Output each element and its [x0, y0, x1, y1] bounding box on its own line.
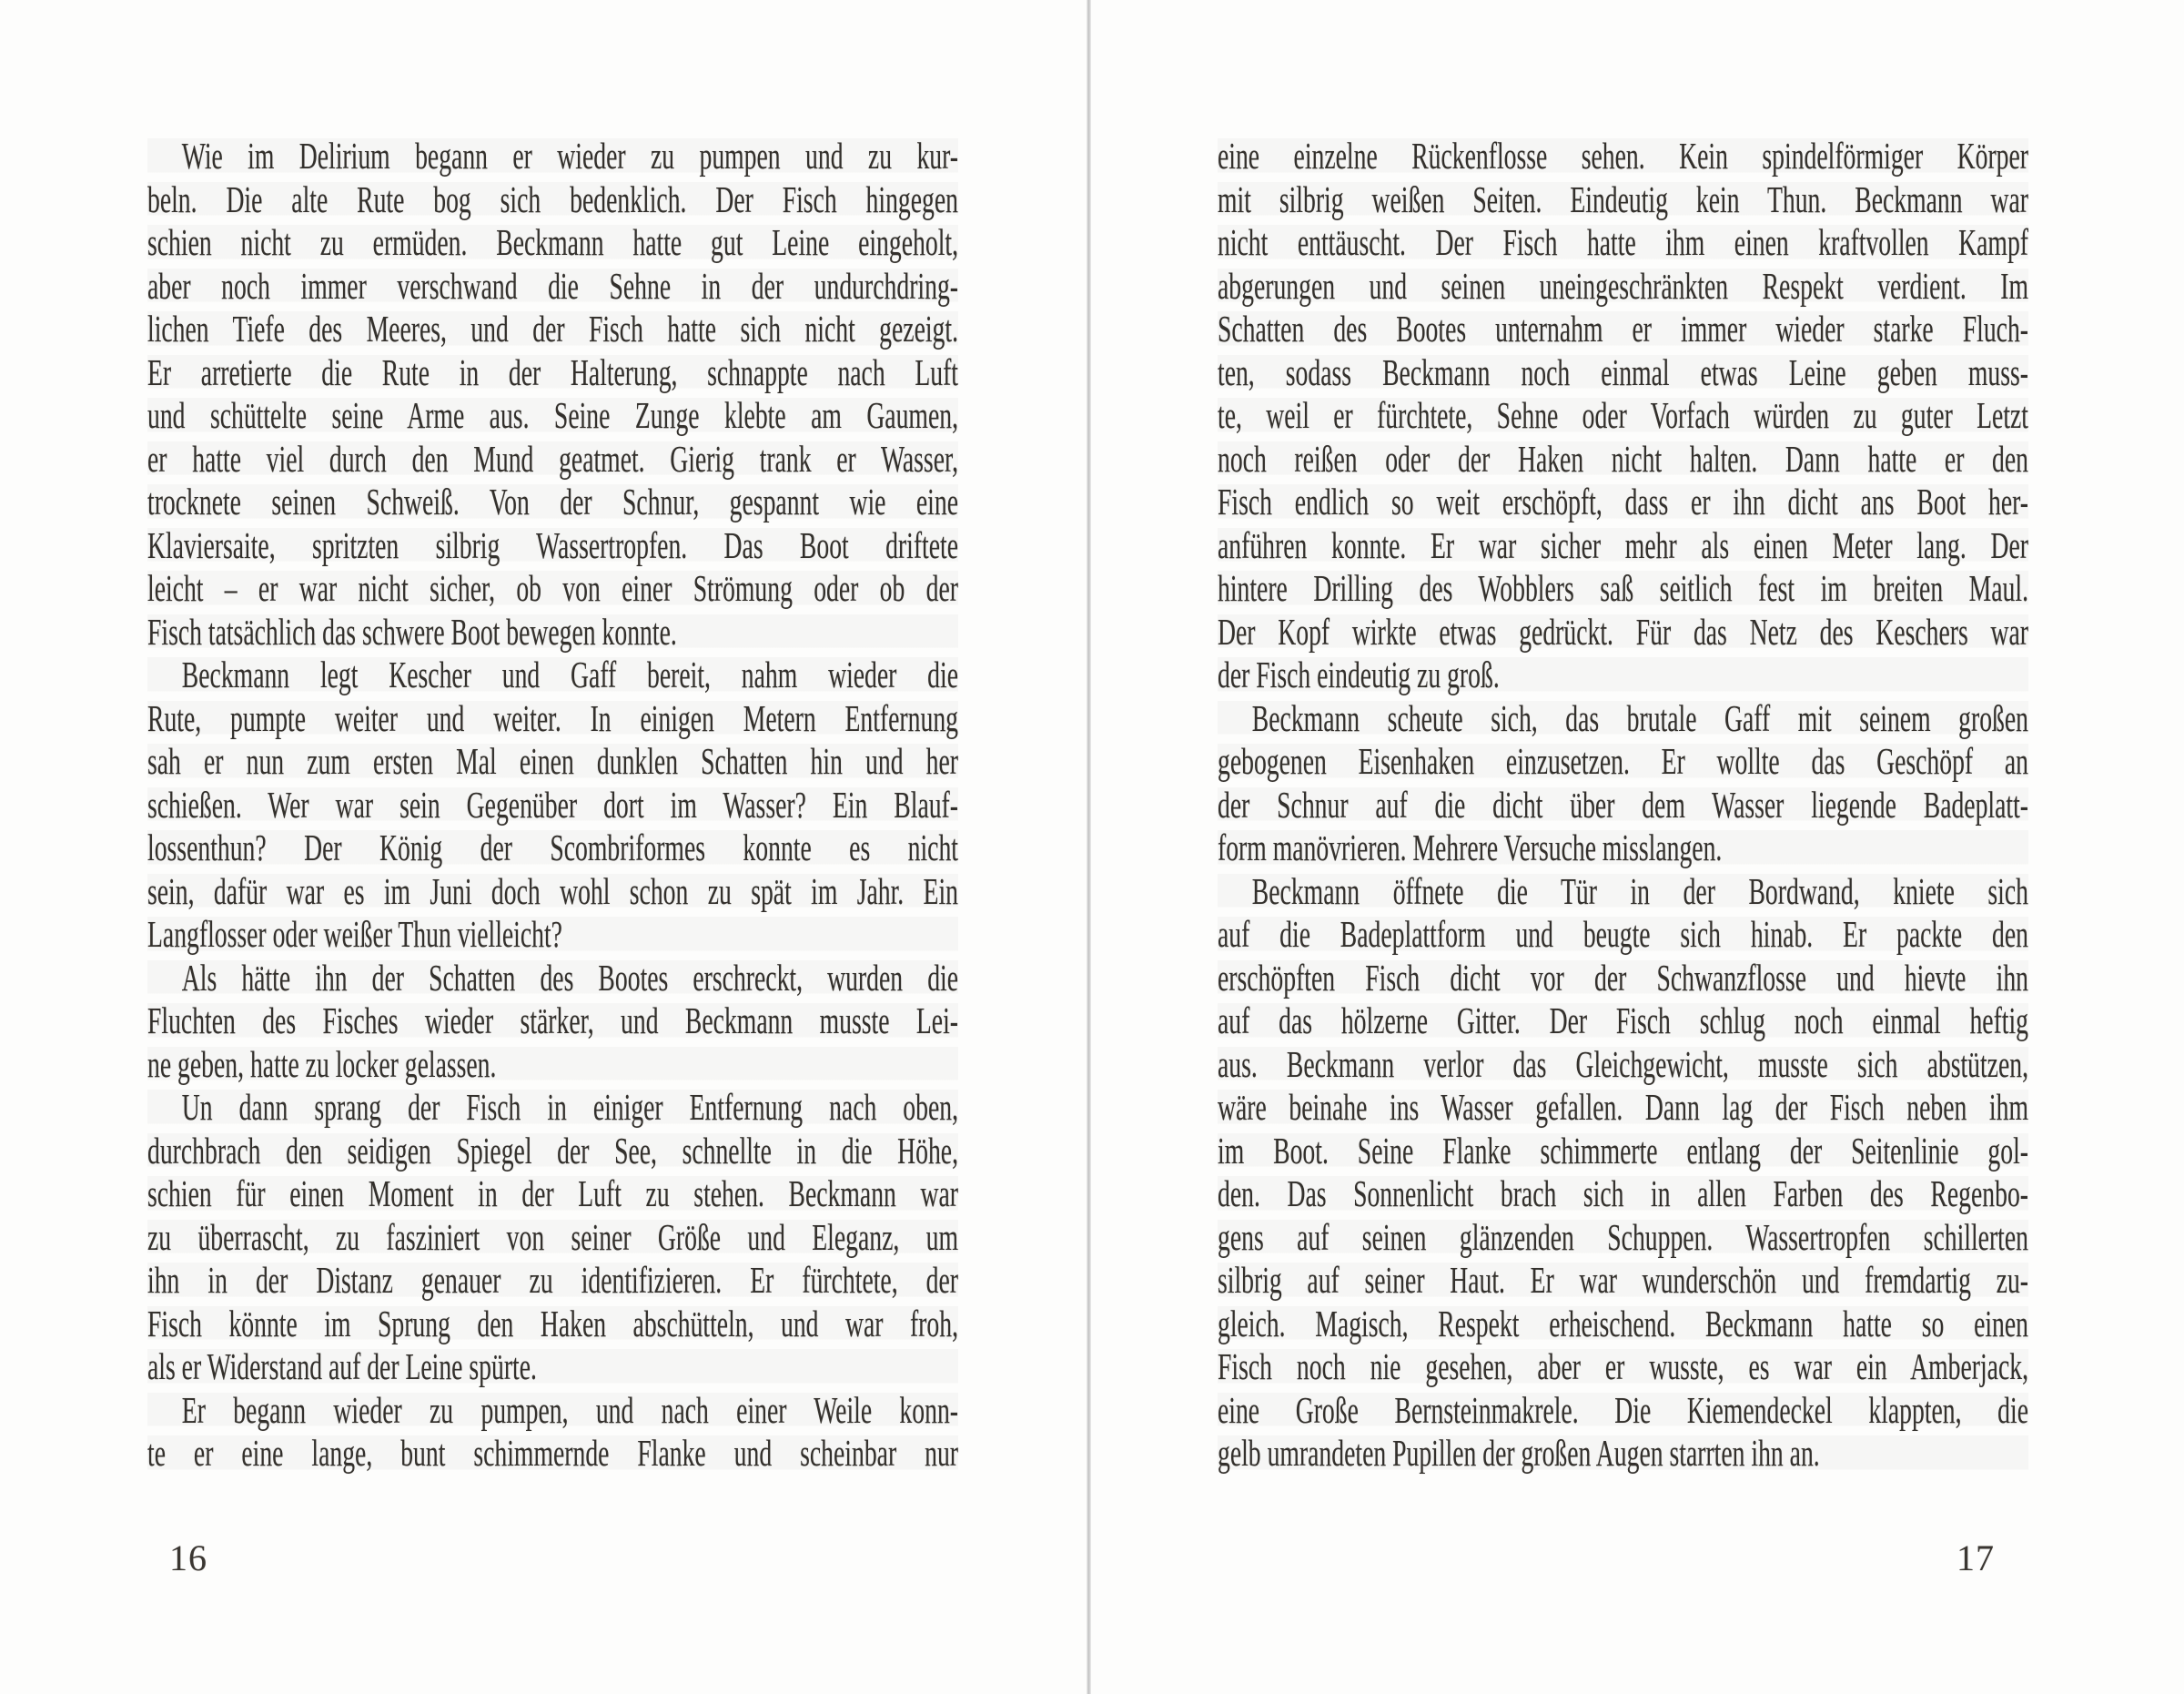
- text-line: Beckmann scheute sich, das brutale Gaff mit seinem großen: [1218, 697, 2028, 741]
- text-line: den. Das Sonnenlicht brach sich in allen Farben des Regenbo-: [1218, 1172, 2028, 1214]
- text-line: der Schnur auf die dicht über dem Wasser liegende Badeplatt-: [1218, 783, 2028, 826]
- text-line: Fisch tatsächlich das schwere Boot bewegen konnte.: [147, 611, 958, 654]
- text-line: erschöpften Fisch dicht vor der Schwanzflosse und hievte ihn: [1218, 956, 2028, 999]
- text-line: Fisch könnte im Sprung den Haken abschütteln, und war froh,: [147, 1302, 958, 1344]
- text-line: aber noch immer verschwand die Sehne in der undurchdring-: [147, 264, 958, 307]
- text-line: lossenthun? Der König der Scombriformes konnte es nicht: [147, 827, 958, 868]
- text-line: eine Große Bernsteinmakrele. Die Kiemendeckel klappten, die: [1218, 1388, 2028, 1431]
- text-line: er hatte viel durch den Mund geatmet. Gierig trank er Wasser,: [147, 437, 958, 480]
- text-line: nicht enttäuscht. Der Fisch hatte ihm einen kraftvollen Kampf: [1218, 221, 2028, 263]
- text-line: gens auf seinen glänzenden Schuppen. Wassertropfen schillerten: [1218, 1215, 2028, 1258]
- text-line: mit silbrig weißen Seiten. Eindeutig kein Thun. Beckmann war: [1218, 178, 2028, 220]
- text-line: anführen konnte. Er war sicher mehr als einen Meter lang. Der: [1218, 523, 2028, 566]
- text-line: Fluchten des Fisches wieder stärker, und Beckmann musste Lei-: [147, 999, 958, 1041]
- text-line: Fisch noch nie gesehen, aber er wusste, es war ein Amberjack,: [1218, 1345, 2028, 1387]
- text-line: Der Kopf wirkte etwas gedrückt. Für das Netz des Keschers war: [1218, 610, 2028, 653]
- text-line: lichen Tiefe des Meeres, und der Fisch hatte sich nicht gezeigt.: [147, 308, 958, 350]
- text-line: sah er nun zum ersten Mal einen dunklen Schatten hin und her: [147, 740, 958, 782]
- text-line: te, weil er fürchtete, Sehne oder Vorfach würden zu guter Letzt: [1218, 394, 2028, 436]
- page-number-left: 16: [169, 1537, 207, 1578]
- text-line: zu überrascht, zu fasziniert von seiner Größe und Eleganz, um: [147, 1215, 958, 1258]
- text-line: leicht – er war nicht sicher, ob von einer Strömung oder ob der: [147, 567, 958, 609]
- text-line: aus. Beckmann verlor das Gleichgewicht, musste sich abstützen,: [1218, 1042, 2028, 1085]
- text-line: ihn in der Distanz genauer zu identifizieren. Er fürchtete, der: [147, 1259, 958, 1301]
- text-line: schien für einen Moment in der Luft zu stehen. Beckmann war: [147, 1172, 958, 1214]
- text-line: gelb umrandeten Pupillen der großen Augen starrten ihn an.: [1218, 1432, 2028, 1476]
- text-line: schießen. Wer war sein Gegenüber dort im Wasser? Ein Blauf-: [147, 783, 958, 826]
- text-line: schien nicht zu ermüden. Beckmann hatte gut Leine eingeholt,: [147, 221, 958, 263]
- text-line: Wie im Delirium begann er wieder zu pumpen und zu kur-: [147, 135, 958, 178]
- text-line: gleich. Magisch, Respekt erheischend. Beckmann hatte so einen: [1218, 1302, 2028, 1344]
- text-line: abgerungen und seinen uneingeschränkten Respekt verdient. Im: [1218, 264, 2028, 307]
- text-line: auf das hölzerne Gitter. Der Fisch schlug noch einmal heftig: [1218, 999, 2028, 1041]
- text-line: wäre beinahe ins Wasser gefallen. Dann lag der Fisch neben ihm: [1218, 1086, 2028, 1128]
- gutter-divider: [1087, 0, 1091, 1694]
- text-line: der Fisch eindeutig zu groß.: [1218, 654, 2028, 697]
- text-line: Un dann sprang der Fisch in einiger Entfernung nach oben,: [147, 1086, 958, 1130]
- text-line: beln. Die alte Rute bog sich bedenklich. Der Fisch hingegen: [147, 178, 958, 220]
- text-line: Als hätte ihn der Schatten des Bootes erschreckt, wurden die: [147, 957, 958, 1000]
- text-line: te er eine lange, bunt schimmernde Flanke und scheinbar nur: [147, 1432, 958, 1474]
- text-line: und schüttelte seine Arme aus. Seine Zunge klebte am Gaumen,: [147, 394, 958, 436]
- page-right-text: [1218, 135, 2028, 1476]
- text-line: trocknete seinen Schweiß. Von der Schnur, gespannt wie eine: [147, 481, 958, 522]
- text-line: auf die Badeplattform und beugte sich hinab. Er packte den: [1218, 913, 2028, 955]
- text-line: Langflosser oder weißer Thun vielleicht?: [147, 913, 958, 957]
- text-line: Schatten des Bootes unternahm er immer wieder starke Fluch-: [1218, 308, 2028, 350]
- text-line: ten, sodass Beckmann noch einmal etwas Leine geben muss-: [1218, 350, 2028, 393]
- text-line: form manövrieren. Mehrere Versuche misslangen.: [1218, 827, 2028, 870]
- text-line: silbrig auf seiner Haut. Er war wunderschön und fremdartig zu-: [1218, 1259, 2028, 1301]
- text-line: durchbrach den seidigen Spiegel der See, schnellte in die Höhe,: [147, 1129, 958, 1172]
- text-line: Beckmann öffnete die Tür in der Bordwand, kniete sich: [1218, 870, 2028, 914]
- text-line: ne geben, hatte zu locker gelassen.: [147, 1043, 958, 1087]
- text-line: Er begann wieder zu pumpen, und nach einer Weile konn-: [147, 1389, 958, 1433]
- text-line: im Boot. Seine Flanke schimmerte entlang der Seitenlinie gol-: [1218, 1129, 2028, 1172]
- text-line: Beckmann legt Kescher und Gaff bereit, nahm wieder die: [147, 654, 958, 697]
- text-line: Er arretierte die Rute in der Halterung, schnappte nach Luft: [147, 350, 958, 393]
- page-left-text: [147, 135, 958, 1476]
- text-line: Rute, pumpte weiter und weiter. In einigen Metern Entfernung: [147, 696, 958, 739]
- text-line: sein, dafür war es im Juni doch wohl schon zu spät im Jahr. Ein: [147, 869, 958, 912]
- text-line: Fisch endlich so weit erschöpft, dass er ihn dicht ans Boot her-: [1218, 481, 2028, 522]
- text-line: als er Widerstand auf der Leine spürte.: [147, 1345, 958, 1389]
- text-line: noch reißen oder der Haken nicht halten. Dann hatte er den: [1218, 437, 2028, 480]
- text-line: gebogenen Eisenhaken einzusetzen. Er wollte das Geschöpf an: [1218, 740, 2028, 782]
- text-line: Klaviersaite, spritzten silbrig Wassertropfen. Das Boot driftete: [147, 523, 958, 566]
- text-line: hintere Drilling des Wobblers saß seitlich fest im breiten Maul.: [1218, 567, 2028, 609]
- text-line: eine einzelne Rückenflosse sehen. Kein spindelförmiger Körper: [1218, 135, 2028, 177]
- page-number-right: 17: [1956, 1537, 1995, 1578]
